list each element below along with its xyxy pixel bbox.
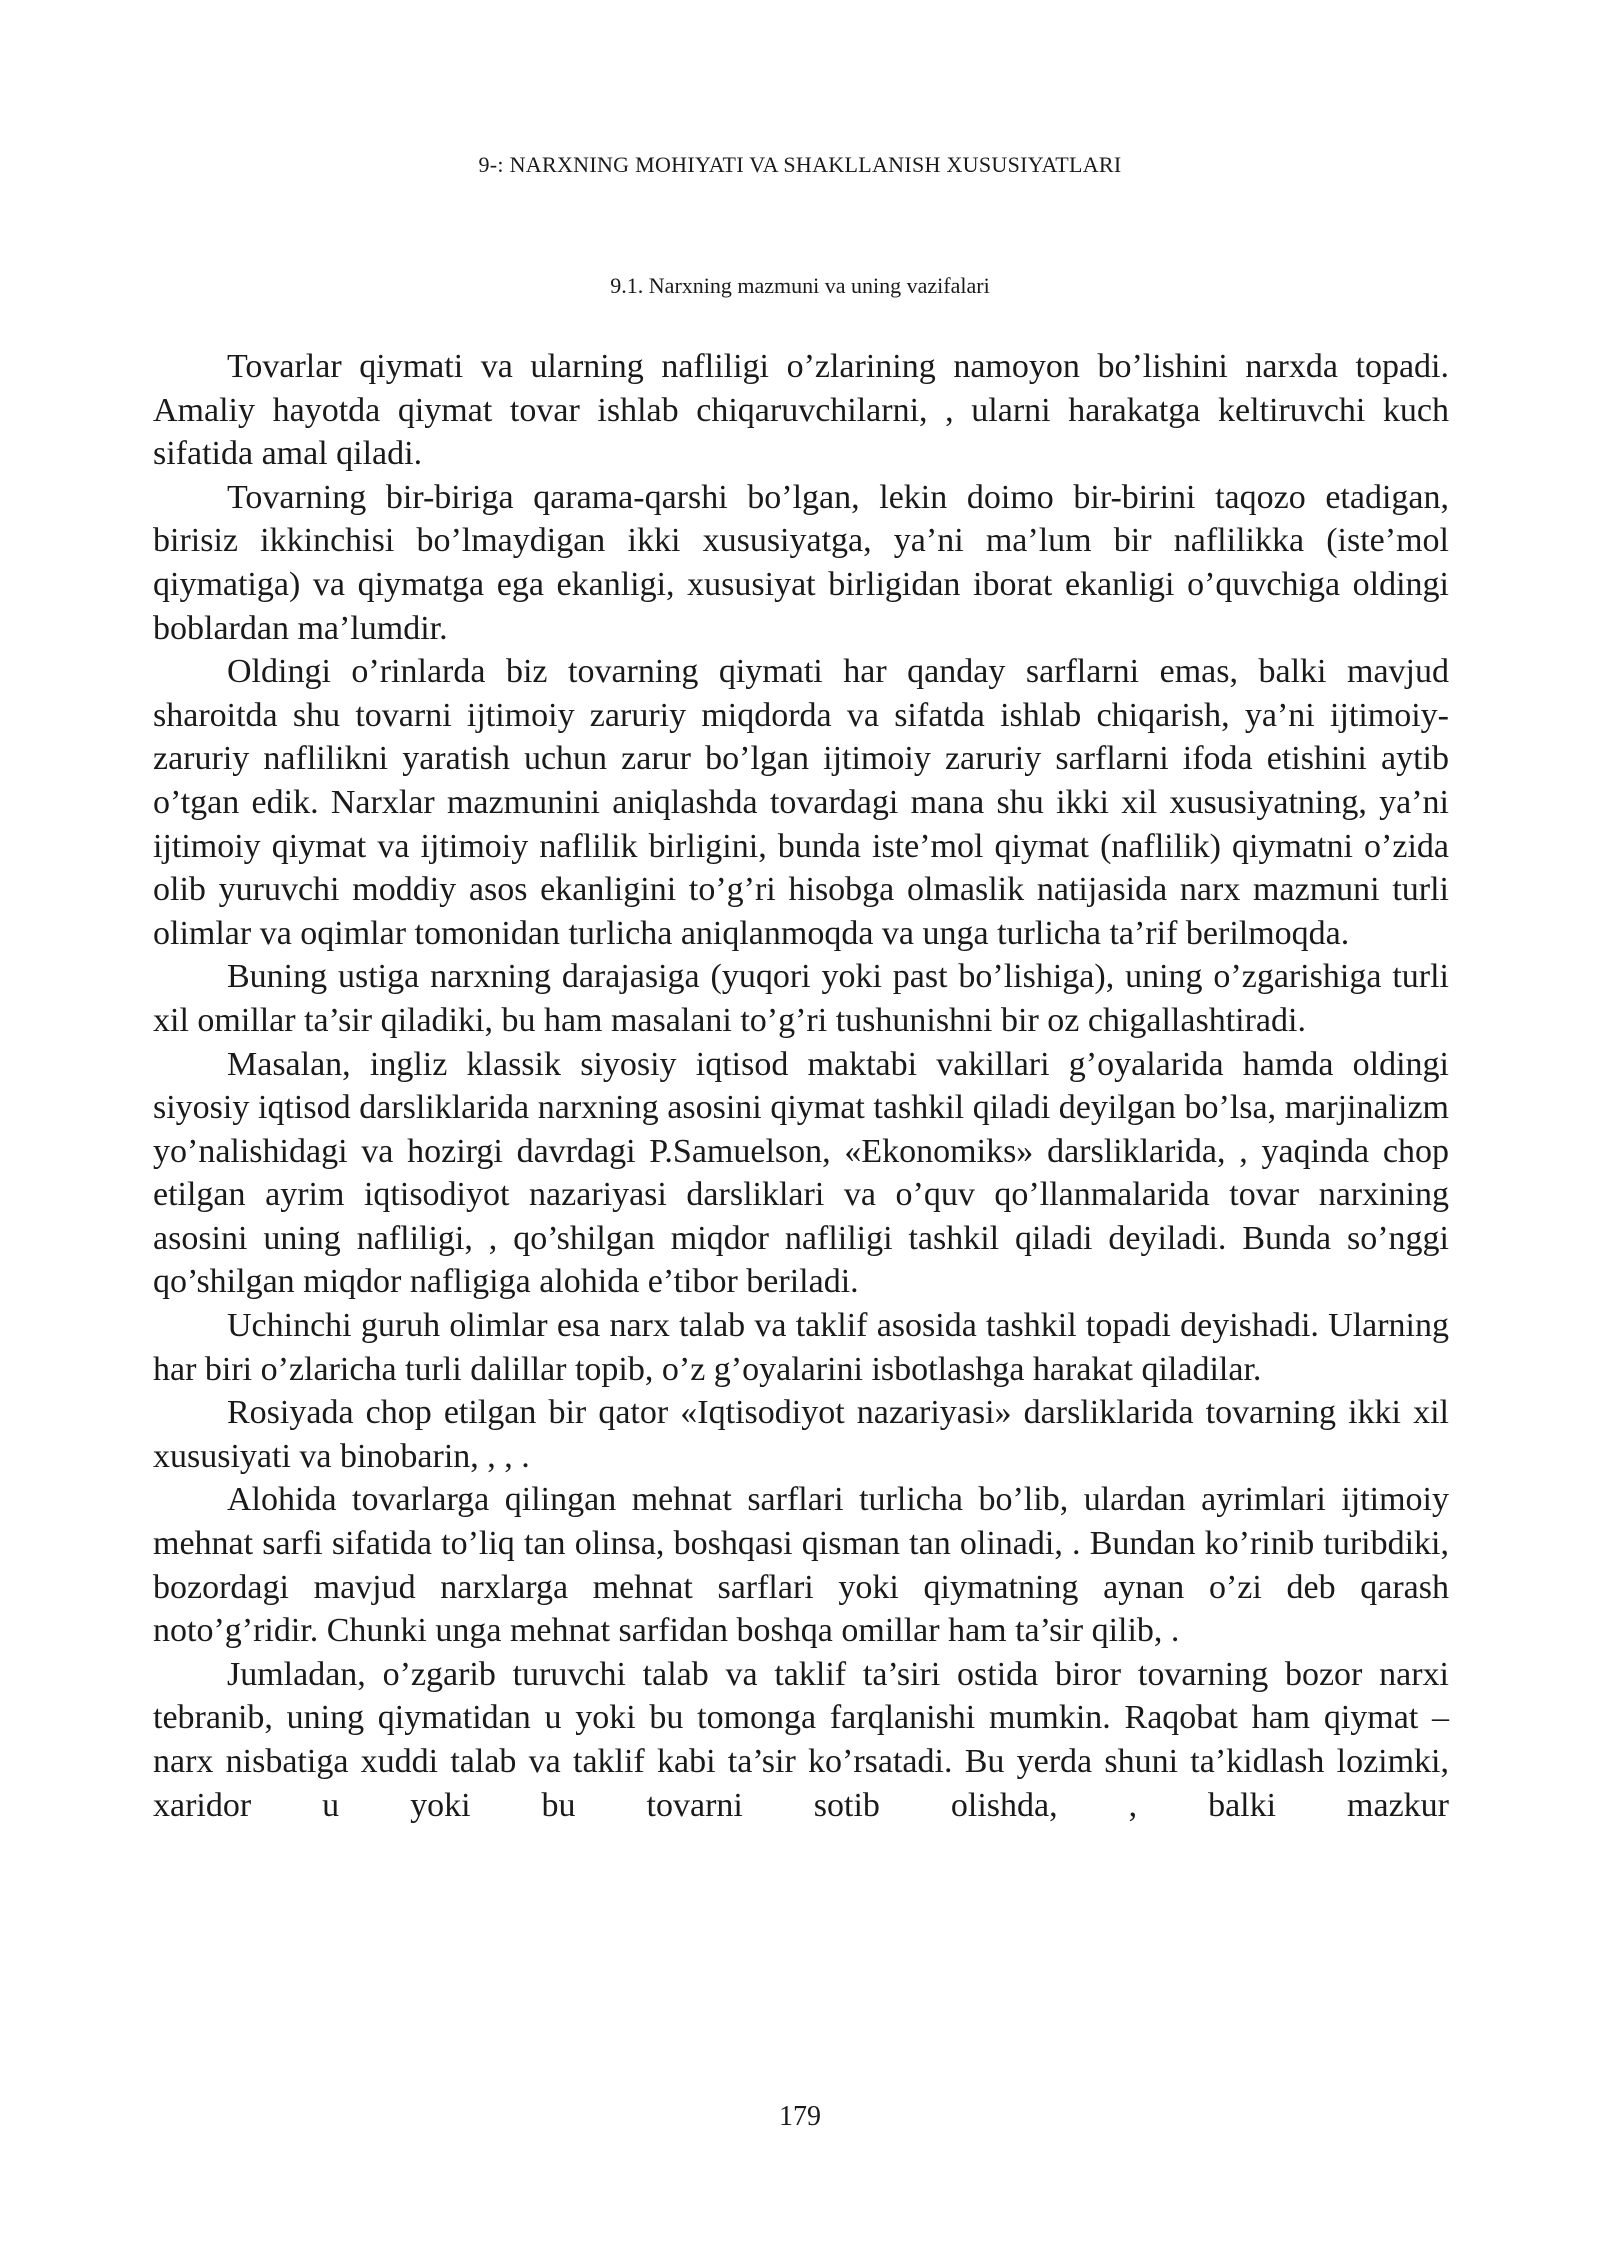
chapter-title: 9-: NARXNING MOHIYATI VA SHAKLLANISH XUSUSIYATLARI — [478, 152, 1122, 177]
paragraph: Oldingi o’rinlarda biz tovarning qiymati har qanday sarflarni emas, balki mavjud sharoitda shu tovarni ijtimoiy zaruriy miqdorda va sifatda ishlab chiqarish, ya’ni ijtimoiy-zaruriy naflilikni yaratish uchun zarur bo’lgan ijtimoiy zaruriy sarflarni ifoda etishini aytib o’tgan edik. Narxlar mazmunini aniqlashda tovardagi mana shu ikki xil xususiyatning, ya’ni ijtimoiy qiymat va ijtimoiy naflilik birligini, bunda iste’mol qiymat (naflilik) qiymatni o’zida olib yuruvchi moddiy asos ekanligini to’g’ri hisobga olmaslik natijasida narx mazmuni turli olimlar va oqimlar tomonidan turlicha aniqlanmoqda va unga turlicha ta’rif berilmoqda. — [153, 653, 1449, 952]
paragraph: Masalan, ingliz klassik siyosiy iqtisod maktabi vakillari g’oyalarida hamda oldingi siyosiy iqtisod darsliklarida narxning asosini qiymat tashkil qiladi deyilgan bo’lsa, marjinalizm yo’nalishidagi va hozirgi davrdagi P.Samuelson, «Ekonomiks» darsliklarida, , yaqinda chop etilgan ayrim iqtisodiyot nazariyasi darsliklari va o’quv qo’llanmalarida tovar narxining asosini uning nafliligi, , qo’shilgan miqdor nafliligi tashkil qiladi deyiladi. Bunda so’nggi qo’shilgan miqdor nafligiga alohida e’tibor beriladi. — [153, 1045, 1449, 1301]
paragraph: Rosiyada chop etilgan bir qator «Iqtisodiyot nazariyasi» darsliklarida tovarning ikki xil xususiyati va binobarin, , , . — [153, 1394, 1449, 1475]
paragraph: Alohida tovarlarga qilingan mehnat sarflari turlicha bo’lib, ulardan ayrimlari ijtimoiy mehnat sarfi sifatida to’liq tan olinsa, boshqasi qisman tan olinadi, . Bundan ko’rinib turibdiki, bozordagi mavjud narxlarga mehnat sarflari yoki qiymatning aynan o’zi deb qarash noto’g’ridir. Chunki unga mehnat sarfidan boshqa omillar ham ta’sir qilib, . — [153, 1481, 1449, 1650]
body-text — [153, 345, 1449, 1827]
page-number: 179 — [779, 2101, 821, 2132]
section-title: 9.1. Narxning mazmuni va uning vazifalari — [610, 273, 990, 298]
paragraph-last: Jumladan, o’zgarib turuvchi talab va taklif ta’siri ostida biror tovarning bozor narxi tebranib, uning qiymatidan u yoki bu tomonga farqlanishi mumkin. Raqobat ham qiymat – narx nisbatiga xuddi talab va taklif kabi ta’sir ko’rsatadi. Bu yerda shuni ta’kidlash lozimki, xaridor u yoki bu tovarni sotib olishda, , balki mazkur — [153, 1655, 1449, 1824]
paragraph: Tovarlar qiymati va ularning nafliligi o’zlarining namoyon bo’lishini narxda topadi. Amaliy hayotda qiymat tovar ishlab chiqaruvchilarni, , ularni harakatga keltiruvchi kuch sifatida amal qiladi. — [153, 348, 1449, 473]
paragraph: Tovarning bir-biriga qarama-qarshi bo’lgan, lekin doimo bir-birini taqozo etadigan, birisiz ikkinchisi bo’lmaydigan ikki xususiyatga, ya’ni ma’lum bir naflilikka (iste’mol qiymatiga) va qiymatga ega ekanligi, xususiyat birligidan iborat ekanligi o’quvchiga oldingi boblardan ma’lumdir. — [153, 478, 1449, 647]
paragraph: Buning ustiga narxning darajasiga (yuqori yoki past bo’lishiga), uning o’zgarishiga turli xil omillar ta’sir qiladiki, bu ham masalani to’g’ri tushunishni bir oz chigallashtiradi. — [153, 958, 1449, 1039]
paragraph: Uchinchi guruh olimlar esa narx talab va taklif asosida tashkil topadi deyishadi. Ularning har biri o’zlaricha turli dalillar topib, o’z g’oyalarini isbotlashga harakat qiladilar. — [153, 1307, 1449, 1388]
